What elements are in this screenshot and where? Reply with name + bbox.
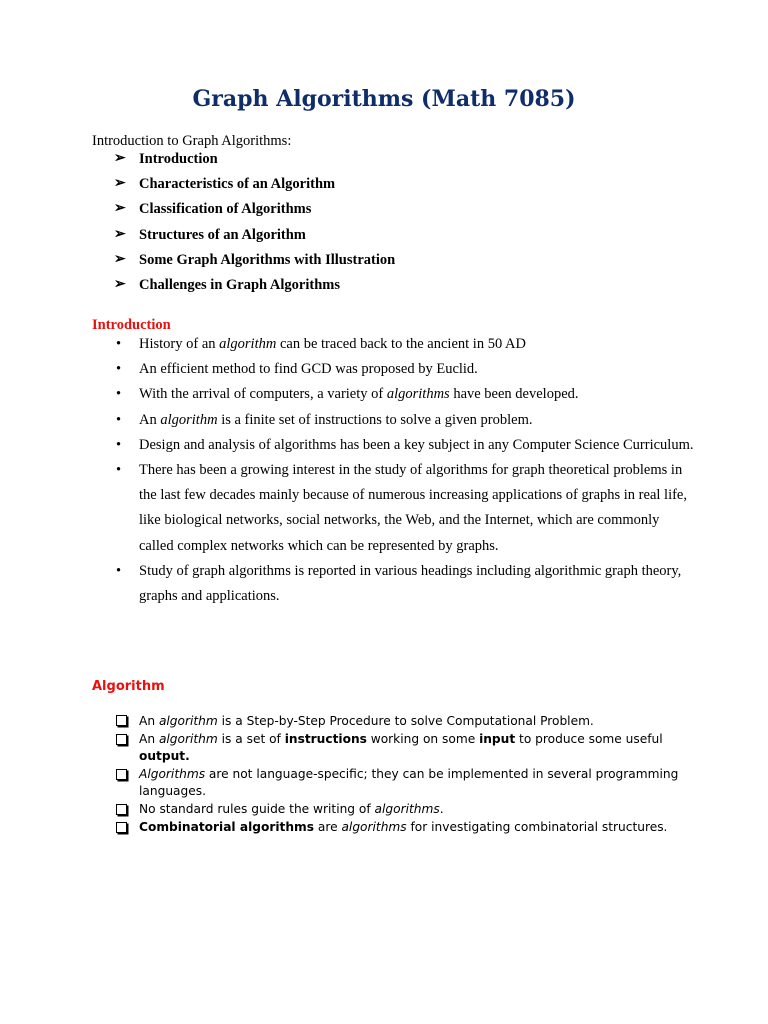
checkbox-bullet-icon [116,769,127,780]
list-item: • Design and analysis of algorithms has been a key subject in any Computer Science Curriculum. [114,433,694,458]
arrow-bullet-icon: ➢ [114,151,126,166]
list-item: • An efficient method to find GCD was proposed by Euclid. [114,357,694,382]
toc-item-label: Introduction [139,151,218,167]
introduction-heading: Introduction [92,317,171,333]
bullet-dot-icon: • [116,386,122,403]
list-item: No standard rules guide the writing of algorithms. [116,801,686,819]
introduction-list [114,332,694,609]
intro-label: Introduction to Graph Algorithms: [92,133,292,149]
arrow-bullet-icon: ➢ [114,251,126,267]
list-item: • An algorithm is a finite set of instructions to solve a given problem. [114,408,694,433]
algorithm-heading: Algorithm [92,679,165,694]
list-item: Algorithms are not language-specific; they can be implemented in several programming languages. [116,766,686,801]
algorithm-list [116,712,686,836]
table-of-contents [114,148,395,299]
checkbox-bullet-icon [116,734,127,745]
toc-item [114,274,395,299]
list-item: • There has been a growing interest in the study of algorithms for graph theoretical problems in the last few decades mainly because of numerous increasing applications of graphs in real life, like biological networks, social networks, the Web, and the Internet, which are commonly called complex networks which can be represented by graphs. [114,458,694,559]
bullet-dot-icon: • [116,562,122,579]
arrow-bullet-icon: ➢ [114,201,126,217]
list-item: • History of an algorithm can be traced back to the ancient in 50 AD [114,332,694,357]
toc-item [114,148,395,173]
checkbox-bullet-icon [116,804,127,815]
arrow-bullet-icon: ➢ [114,176,126,192]
list-item: • Study of graph algorithms is reported in various headings including algorithmic graph theory, graphs and applications. [114,559,694,609]
bullet-dot-icon: • [116,411,122,428]
page-title: Graph Algorithms (Math 7085) [192,86,576,112]
arrow-bullet-icon: ➢ [114,226,126,242]
list-item: Combinatorial algorithms are algorithms for investigating combinatorial structures. [116,819,686,837]
bullet-dot-icon: • [116,436,122,453]
toc-item-label: Some Graph Algorithms with Illustration [139,251,396,268]
toc-item [114,173,395,198]
toc-item [114,249,395,274]
toc-item-label: Challenges in Graph Algorithms [139,276,341,293]
bullet-dot-icon: • [116,462,122,479]
toc-item [114,198,395,223]
bullet-dot-icon: • [116,361,122,378]
bullet-dot-icon: • [116,336,122,352]
toc-item-label: Structures of an Algorithm [139,226,306,243]
list-item: • With the arrival of computers, a variety of algorithms have been developed. [114,382,694,407]
checkbox-bullet-icon [116,822,127,833]
checkbox-bullet-icon [116,715,127,726]
toc-item [114,224,395,249]
arrow-bullet-icon: ➢ [114,276,126,292]
toc-item-label: Characteristics of an Algorithm [139,176,336,193]
toc-item-label: Classification of Algorithms [139,201,312,218]
list-item: An algorithm is a set of instructions working on some input to produce some useful output. [116,731,686,766]
list-item: An algorithm is a Step-by-Step Procedure to solve Computational Problem. [116,712,686,731]
